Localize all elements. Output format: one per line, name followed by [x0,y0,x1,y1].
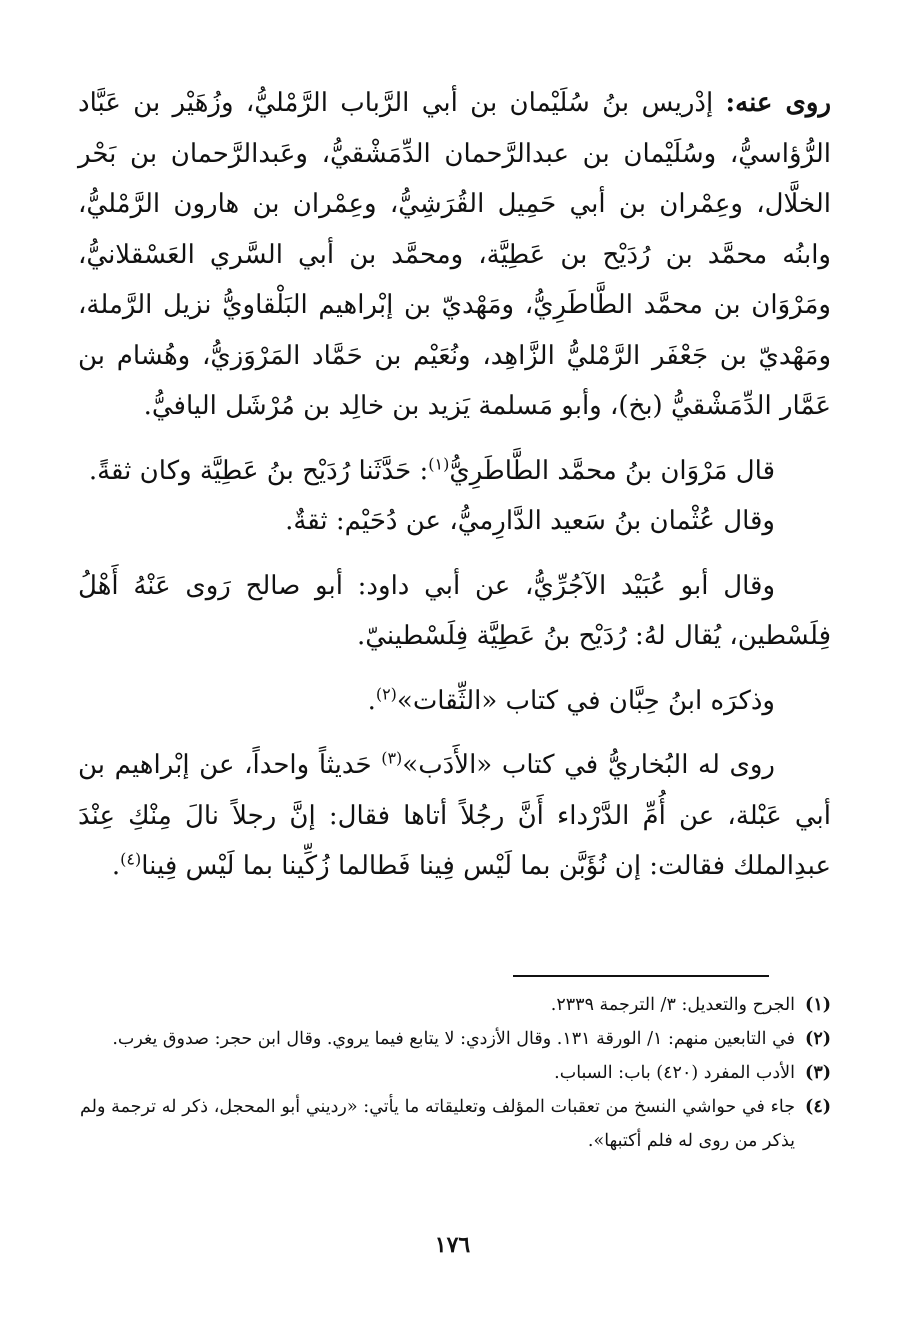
narrators-list-text: إدْريس بنُ سُلَيْمان بن أبي الرَّباب الرَّمْليُّ، وزُهَيْر بن عَبَّاد الرُّؤاسيُّ، وسُلَيْمان بن عبدالرَّحمان الدِّمَشْقيُّ، وعَبدالرَّحمان بن بَحْر الخلَّال، وعِمْران بن أبي حَمِيل القُرَشِيُّ، وعِمْران بن هارون الرَّمْليُّ، وابنُه محمَّد بن رُدَيْح بن عَطِيَّة، ومحمَّد بن أبي السَّري العَسْقلانيُّ، ومَرْوَان بن محمَّد الطَّاطَرِيُّ، ومَهْديّ بن إبْراهيم البَلْقاويُّ نزيل الرَّملة، ومَهْديّ بن جَعْفَر الرَّمْليُّ الزَّاهِد، ونُعَيْم بن حَمَّاد المَرْوَزيُّ، وهُشام بن عَمَّار الدِّمَشْقيُّ (بخ)، وأبو مَسلمة يَزيد بن خالِد بن مُرْشَل اليافيُّ. [78,88,831,421]
footnote-number: (١) [805,995,831,1015]
footnote-ref-2: (٢) [375,683,397,703]
bukhari-text-part1: روى له البُخاريُّ في كتاب «الأَدَب» [402,750,775,780]
footnote-item [80,988,831,1022]
footnote-number: (٤) [805,1097,831,1117]
bukhari-paragraph [78,740,831,892]
footnote-item [80,1022,831,1056]
bukhari-text-part2: حَديثاً واحداً، عن إبْراهيم بن أبي عَبْلة، عن أُمِّ الدَّرْداء أَنَّ رجُلاً أتاها فقال: إنَّ رجلاً نالَ مِنْكِ عِنْدَ عبدِالملك فقالت: إن نُؤَبَّن بما لَيْس فِينا فَطالما زُكِّينا بما لَيْس فِينا [78,750,831,881]
marwan-quote-part2: : حَدَّثَنا رُدَيْح بنُ عَطِيَّة وكان ثقةً. [88,455,429,486]
footnotes [80,988,831,1158]
ibn-hibban-paragraph [78,676,831,727]
bukhari-text-end: . [111,851,121,881]
footnote-text: في التابعين منهم: ١/ الورقة ١٣١. وقال الأزدي: لا يتابع فيما يروي. وقال ابن حجر: صدوق يغرب. [112,1029,796,1049]
footnote-text: الجرح والتعديل: ٣/ الترجمة ٢٣٣٩. [550,995,796,1015]
marwan-quote-part1: قال مَرْوَان بنُ محمَّد الطَّاطَرِيُّ [449,455,775,486]
footnote-number: (٢) [805,1029,831,1049]
marwan-quote-paragraph [78,446,831,497]
page-number: ١٧٦ [434,1232,471,1258]
narrators-lead: روى عنه: [725,88,831,118]
footnote-ref-1: (١) [428,453,450,473]
ibn-hibban-text: وذكرَه ابنُ حِبَّان في كتاب «الثِّقات» [396,685,775,716]
ibn-hibban-end: . [367,685,376,716]
footnote-ref-4: (٤) [120,849,142,869]
footnote-item [80,1090,831,1158]
footnote-text: الأدب المفرد (٤٢٠) باب: السباب. [554,1063,796,1083]
ajurri-quote-paragraph: وقال أبو عُبَيْد الآجُرِّيُّ، عن أبي داود: أبو صالح رَوى عَنْهُ أَهْلُ فِلَسْطين، يُقال لهُ: رُدَيْح بنُ عَطِيَّة فِلَسْطينيّ. [78,570,831,651]
narrators-paragraph [78,78,831,432]
footnote-number: (٣) [805,1063,831,1083]
footnote-text: جاء في حواشي النسخ من تعقبات المؤلف وتعليقاته ما يأتي: «رديني أبو المحجل، ذكر له ترجمة ولم يذكر من روى له فلم أكتبها». [80,1097,796,1151]
footnote-separator [513,975,769,977]
footnote-item [80,1056,831,1090]
uthman-quote-paragraph: وقال عُثْمان بنُ سَعيد الدَّارِميُّ، عن دُحَيْم: ثقةٌ. [285,506,775,536]
footnote-ref-3: (٣) [381,748,403,768]
